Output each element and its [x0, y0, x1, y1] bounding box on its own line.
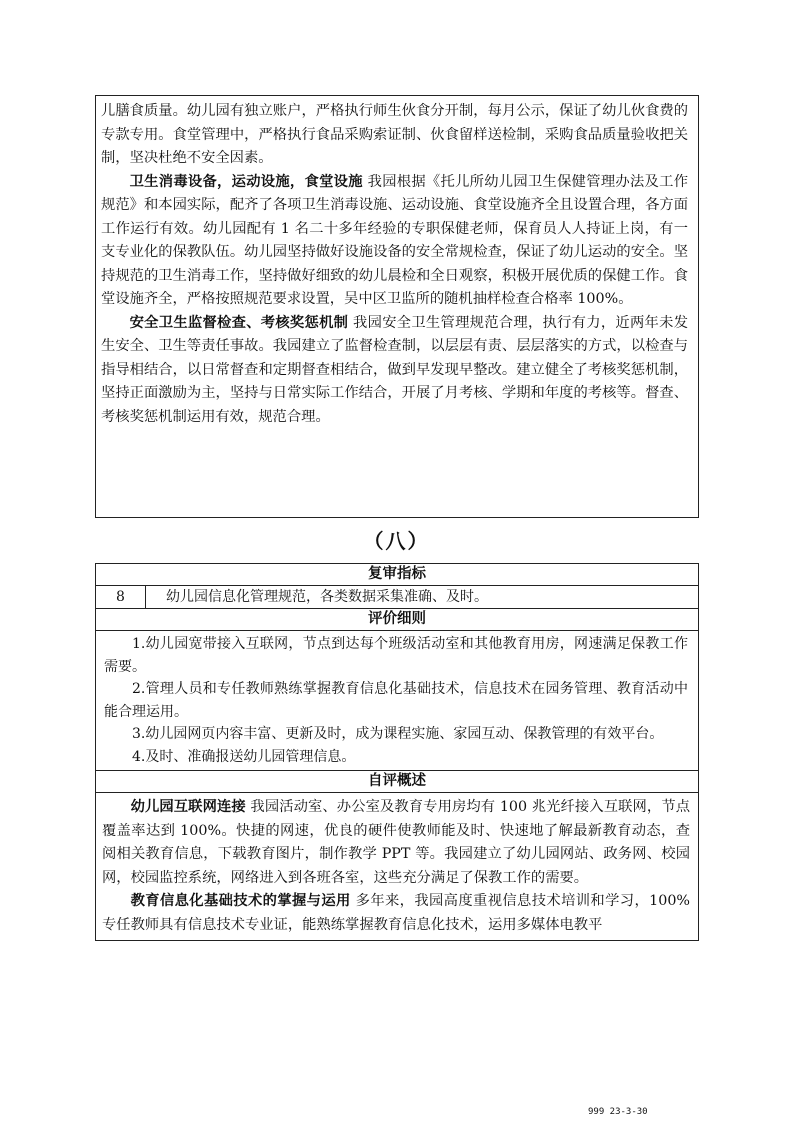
paragraph-it-skills — [102, 890, 690, 937]
heading-hygiene-facilities: 卫生消毒设备，运动设施，食堂设施 — [129, 173, 363, 190]
evaluation-details — [96, 631, 699, 771]
paragraph-meals: 儿膳食质量。幼儿园有独立账户，严格执行师生伙食分开制，每月公示，保证了幼儿伙食费的专款专用。食堂管理中，严格执行食品采购索证制、伙食留样送检制，采购食品质量验收把关制，坚决杜绝不安全因素。 — [101, 103, 688, 166]
review-table — [95, 563, 699, 941]
section-title: （八） — [363, 529, 430, 553]
self-assessment-body — [96, 793, 699, 941]
paragraph-internet — [102, 796, 690, 890]
heading-internet: 幼儿园互联网连接 — [130, 799, 246, 815]
review-indicator-header: 复审指标 — [96, 564, 699, 586]
page-footer-stamp: 999 23-3-30 — [588, 1107, 648, 1117]
indicator-text: 幼儿园信息化管理规范，各类数据采集准确、及时。 — [146, 586, 699, 609]
detail-item: 4.及时、准确报送幼儿园管理信息。 — [132, 748, 356, 765]
text-it-skills: 多年来，我园高度重视信息技术培训和学习，100%专任教师具有信息技术专业证，能熟练掌握教育信息化技术，运用多媒体电教平 — [102, 893, 691, 933]
detail-item: 2.管理人员和专任教师熟练掌握教育信息化基础技术，信息技术在园务管理、教育活动中能合理运用。 — [104, 681, 688, 720]
text-internet: 我园活动室、办公室及教育专用房均有 100 兆光纤接入互联网，节点覆盖率达到 100%。快捷的网速，优良的硬件使教师能及时、快速地了解最新教育动态，查阅相关教育信息，下载教育图片，制作教学 PPT 等。我园建立了幼儿园网站、政务网、校园网，校园监控系统，网络进入到各班各室，这些充分满足了保教工作的需要。 — [102, 799, 691, 886]
heading-safety-supervision: 安全卫生监督检查、考核奖惩机制 — [129, 314, 349, 331]
detail-item: 1.幼儿园宽带接入互联网，节点到达每个班级活动室和其他教育用房，网速满足保教工作需要。 — [104, 636, 688, 675]
self-assessment-header: 自评概述 — [96, 771, 699, 793]
text-safety-supervision: 我园安全卫生管理规范合理，执行有力，近两年未发生安全、卫生等责任事故。我园建立了监督检查制，以层层有责、层层落实的方式，以检查与指导相结合，以日常督查和定期督查相结合，做到早发现早整改。建立健全了考核奖惩机制，坚持正面激励为主，坚持与日常实际工作结合，开展了月考核、学期和年度的考核等。督查、考核奖惩机制运用有效，规范合理。 — [101, 314, 689, 425]
continuation-box — [95, 95, 699, 518]
paragraph-safety-supervision — [101, 312, 688, 430]
text-hygiene-facilities: 我园根据《托儿所幼儿园卫生保健管理办法及工作规范》和本园实际，配齐了各项卫生消毒设施、运动设施、食堂设施齐全且设置合理，各方面工作运行有效。幼儿园配有 1 名二十多年经验的专职保健老师，保育员人人持证上岗，有一支专业化的保教队伍。幼儿园坚持做好设施设备的安全常规检查，保证了幼儿运动的安全。坚持规范的卫生消毒工作，坚持做好细致的幼儿晨检和全日观察，积极开展优质的保健工作。食堂设施齐全，严格按照规范要求设置，吴中区卫监所的随机抽样检查合格率 100%。 — [101, 173, 688, 307]
detail-item: 3.幼儿园网页内容丰富、更新及时，成为课程实施、家园互动、保教管理的有效平台。 — [132, 726, 664, 742]
heading-it-skills: 教育信息化基础技术的掌握与运用 — [130, 893, 351, 909]
evaluation-details-header: 评价细则 — [96, 609, 699, 631]
indicator-number: 8 — [96, 586, 146, 609]
paragraph-hygiene-facilities — [101, 171, 688, 312]
